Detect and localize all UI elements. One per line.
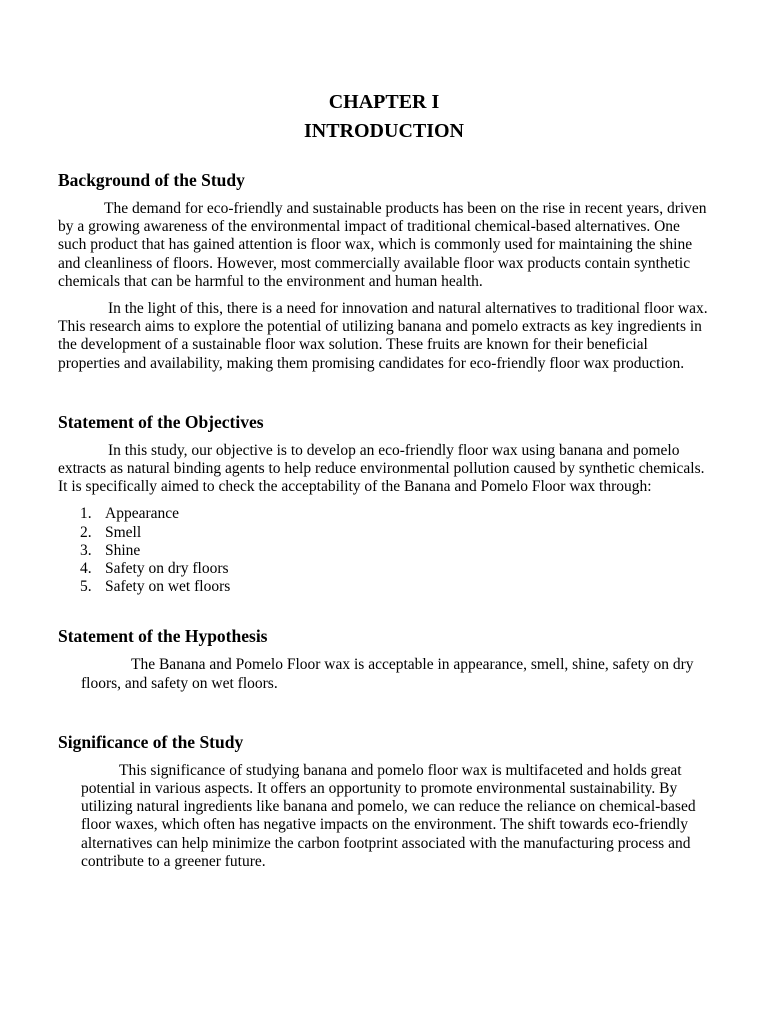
background-paragraph-1: The demand for eco-friendly and sustainable products has been on the rise in recent years, driven by a growing awareness of the environmental impact of traditional chemical-based alternatives. One such product that has gained attention is floor wax, which is commonly used for maintaining the shine and cleanliness of floors. However, most commercially available floor wax products contain synthetic chemicals that can be harmful to the environment and human health. (58, 200, 707, 290)
list-item: 2. Smell (80, 523, 142, 541)
chapter-title: INTRODUCTION (303, 120, 465, 142)
list-item: 1. Appearance (80, 505, 180, 523)
list-item: 5. Safety on wet floors (80, 578, 231, 596)
hypothesis-paragraph: The Banana and Pomelo Floor wax is acceptable in appearance, smell, shine, safety on dry floors, and safety on wet floors. (81, 656, 694, 692)
list-item: 3. Shine (80, 541, 141, 559)
background-heading: Background of the Study (58, 170, 245, 190)
list-item: 4. Safety on dry floors (80, 560, 229, 578)
background-paragraph-2: In the light of this, there is a need for innovation and natural alternatives to traditional floor wax. This research aims to explore the potential of utilizing banana and pomelo extracts as key ingredients in the development of a sustainable floor wax solution. These fruits are known for their beneficial properties and availability, making them promising candidates for eco-friendly floor wax production. (58, 300, 708, 372)
objectives-heading: Statement of the Objectives (58, 411, 264, 432)
objectives-paragraph: In this study, our objective is to develop an eco-friendly floor wax using banana and pomelo extracts as natural binding agents to help reduce environmental pollution caused by synthetic chemicals. It is specifically aimed to check the acceptability of the Banana and Pomelo Floor wax through: (58, 441, 705, 496)
objectives-list (58, 505, 710, 596)
document-page (58, 88, 710, 871)
hypothesis-heading: Statement of the Hypothesis (58, 626, 268, 647)
significance-heading: Significance of the Study (58, 731, 244, 752)
chapter-number: CHAPTER I (328, 91, 440, 113)
significance-paragraph: This significance of studying banana and pomelo floor wax is multifaceted and holds great potential in various aspects. It offers an opportunity to promote environmental sustainability. By utilizing natural ingredients like banana and pomelo, we can reduce the reliance on chemical-based floor waxes, which often has negative impacts on the environment. The shift towards eco-friendly alternatives can help minimize the carbon footprint associated with the manufacturing process and contribute to a greener future. (81, 761, 696, 870)
